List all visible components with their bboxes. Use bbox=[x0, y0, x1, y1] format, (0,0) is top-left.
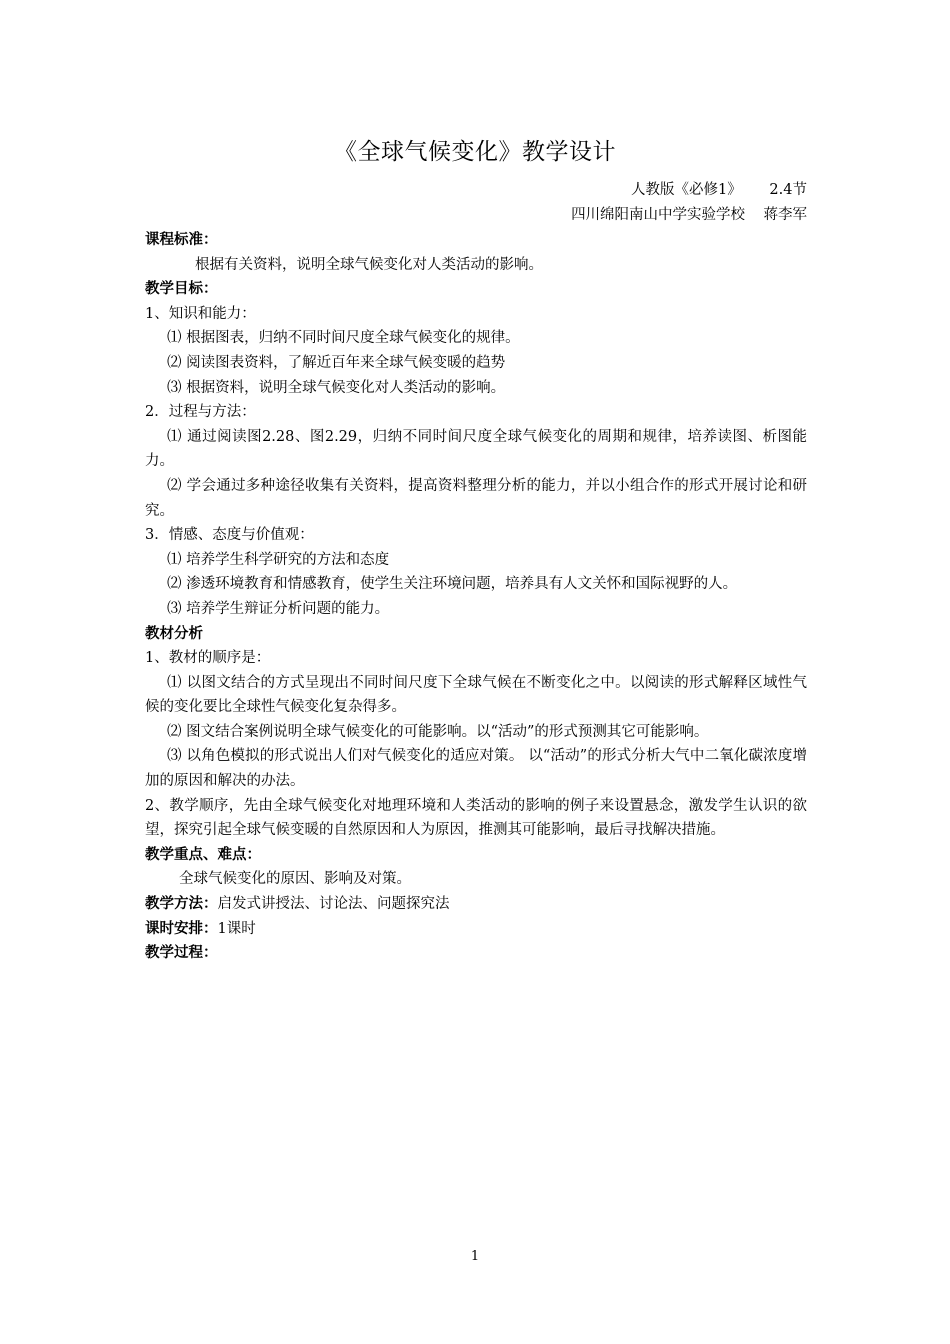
teaching-method-heading: 教学方法： bbox=[145, 895, 218, 913]
analysis-1-item-3: ⑶ 以角色模拟的形式说出人们对气候变化的适应对策。 以“活动”的形式分析大气中二氧化碳浓度增加的原因和解决的办法。 bbox=[145, 748, 807, 790]
author-line: 四川绵阳南山中学实验学校 蒋李军 bbox=[571, 207, 807, 223]
document-body bbox=[145, 228, 807, 966]
objectives-heading: 教学目标： bbox=[145, 280, 218, 298]
key-points-heading: 教学重点、难点： bbox=[145, 845, 261, 863]
analysis-1-item-2: ⑵ 图文结合案例说明全球气候变化的可能影响。以“活动”的形式预测其它可能影响。 bbox=[167, 723, 709, 740]
objective-1-item-2: ⑵ 阅读图表资料，了解近百年来全球气候变暖的趋势 bbox=[167, 354, 506, 371]
objective-1-item-3: ⑶ 根据资料，说明全球气候变化对人类活动的影响。 bbox=[167, 379, 506, 396]
schedule-line bbox=[145, 917, 807, 942]
objective-3-heading: 3．情感、态度与价值观： bbox=[145, 527, 314, 544]
teaching-process-heading: 教学过程： bbox=[145, 944, 218, 962]
objective-2-item-2: ⑵ 学会通过多种途径收集有关资料，提高资料整理分析的能力，并以小组合作的形式开展讨论和研究。 bbox=[145, 477, 807, 519]
teaching-method-line bbox=[145, 892, 807, 917]
analysis-2-text: 2、教学顺序，先由全球气候变化对地理环境和人类活动的影响的例子来设置悬念，激发学生认识的欲望，探究引起全球气候变暖的自然原因和人为原因，推测其可能影响，最后寻找解决措施。 bbox=[145, 797, 807, 839]
analysis-1-heading: 1、教材的顺序是： bbox=[145, 650, 271, 667]
objective-3-item-1: ⑴ 培养学生科学研究的方法和态度 bbox=[167, 551, 390, 568]
page-number: 1 bbox=[470, 1249, 480, 1264]
objective-3-item-2: ⑵ 渗透环境教育和情感教育，使学生关注环境问题，培养具有人文关怀和国际视野的人。 bbox=[167, 576, 738, 593]
schedule-text: 1课时 bbox=[217, 920, 256, 937]
key-points-text: 全球气候变化的原因、影响及对策。 bbox=[179, 871, 411, 888]
objective-2-item-1: ⑴ 通过阅读图2.28、图2.29，归纳不同时间尺度全球气候变化的周期和规律，培养读图、析图能力。 bbox=[145, 428, 807, 470]
course-standard-heading: 课程标准： bbox=[145, 231, 218, 248]
teaching-method-text: 启发式讲授法、讨论法、问题探究法 bbox=[217, 896, 450, 913]
objective-1-item-1: ⑴ 根据图表，归纳不同时间尺度全球气候变化的规律。 bbox=[167, 330, 520, 347]
analysis-1-item-1: ⑴ 以图文结合的方式呈现出不同时间尺度下全球气候在不断变化之中。以阅读的形式解释区域性气候的变化要比全球性气候变化复杂得多。 bbox=[145, 674, 807, 716]
schedule-heading: 课时安排： bbox=[145, 919, 218, 937]
objective-3-item-3: ⑶ 培养学生辩证分析问题的能力。 bbox=[167, 600, 390, 617]
objective-1-heading: 1、知识和能力： bbox=[145, 305, 256, 322]
course-standard-text: 根据有关资料，说明全球气候变化对人类活动的影响。 bbox=[195, 256, 543, 273]
document-title: 《全球气候变化》教学设计 bbox=[334, 139, 616, 165]
edition-line: 人教版《必修1》 2.4节 bbox=[631, 182, 807, 198]
objective-2-heading: 2．过程与方法： bbox=[145, 404, 256, 421]
analysis-heading: 教材分析 bbox=[145, 624, 203, 642]
